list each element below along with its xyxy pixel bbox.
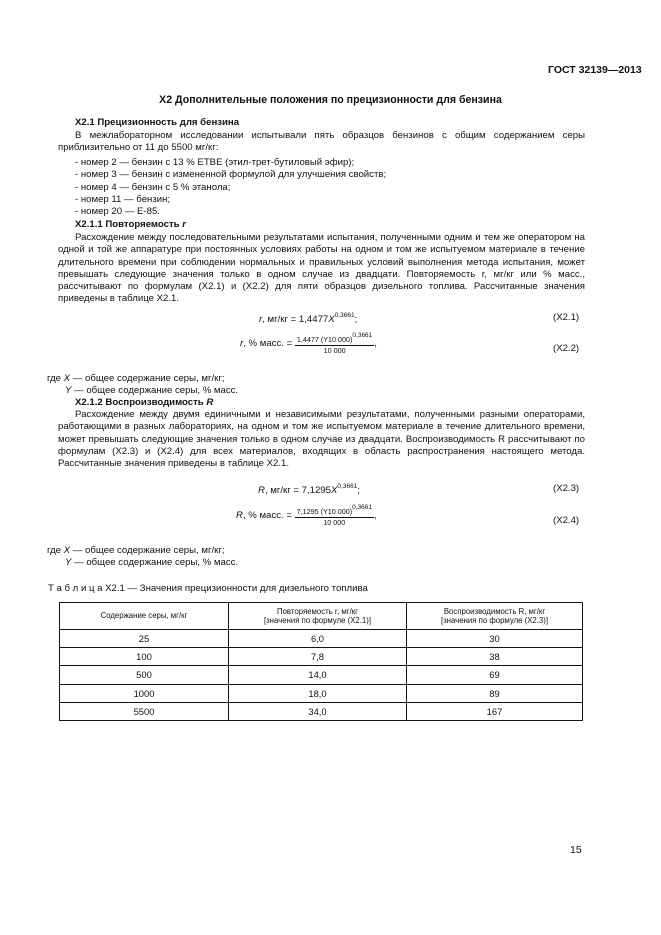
table-cell: 89 xyxy=(407,684,583,702)
column-header: Содержание серы, мг/кг xyxy=(60,603,229,630)
table-cell: 34,0 xyxy=(229,702,407,720)
where-y: Y — общее содержание серы, % масс. xyxy=(65,557,239,568)
where-y: Y — общее содержание серы, % масс. xyxy=(65,385,239,396)
table-cell: 14,0 xyxy=(229,666,407,684)
list-item: - номер 2 — бензин с 13 % ETBE (этил-трет-бутиловый эфир); xyxy=(75,157,355,168)
table-cell: 7,8 xyxy=(229,648,407,666)
subsection-heading-reproducibility: X2.1.2 Воспроизводимость R xyxy=(75,397,214,408)
table-row xyxy=(60,666,583,684)
intro-paragraph: В межлабораторном исследовании испытывали пять образцов бензинов с общим содержанием серы приблизительно от 11 до 5500 мг/кг: xyxy=(58,130,585,154)
column-header: Воспроизводимость R, мг/кг [значения по формуле (X2.3)] xyxy=(407,603,583,630)
table-cell: 25 xyxy=(60,630,229,648)
table-row xyxy=(60,684,583,702)
subsection-heading-x2-1: X2.1 Прецизионность для бензина xyxy=(75,117,240,128)
table-caption: Т а б л и ц а X2.1 — Значения прецизионности для дизельного топлива xyxy=(48,583,368,594)
table-cell: 5500 xyxy=(60,702,229,720)
table-cell: 69 xyxy=(407,666,583,684)
formula-x2-4: R, % масс. = $\frac{7,1295 (Y10 000)0,3661}{10 000}$ , xyxy=(236,504,377,527)
formula-x2-3: R, $мг/кг = 7,1295X^{0,3661}$; xyxy=(258,483,360,496)
list-item: - номер 3 — бензин с измененной формулой для улучшения свойств; xyxy=(75,169,387,181)
table-header-row xyxy=(60,603,583,630)
table-row xyxy=(60,630,583,648)
table-cell: 38 xyxy=(407,648,583,666)
standard-number: ГОСТ 32139—2013 xyxy=(548,64,642,76)
table-cell: 6,0 xyxy=(229,630,407,648)
list-item: - номер 4 — бензин с 5 % этанола; xyxy=(75,181,231,193)
table-row xyxy=(60,648,583,666)
list-item: - номер 20 — Е-85. xyxy=(75,206,160,218)
list-item: - номер 11 — бензин; xyxy=(75,193,171,205)
formula-x2-2: r, % масс. = $\frac{1,4477 (Y10 000)0,3661}{10 000}$ , xyxy=(240,332,377,355)
table-cell: 1000 xyxy=(60,684,229,702)
precision-table xyxy=(59,602,583,721)
table-cell: 500 xyxy=(60,666,229,684)
subsection-heading-repeatability: X2.1.1 Повторяемость r xyxy=(75,219,186,230)
table-row xyxy=(60,702,583,720)
column-header: Повторяемость r, мг/кг [значения по формуле (X2.1)] xyxy=(229,603,407,630)
repeatability-paragraph: Расхождение между последовательными результатами испытания, полученными одним и тем же оператором на одной и той же аппаратуре при постоянных условиях работы на одном и том же испытуемом материале в течение длительного времени при соблюдении нормальных и правильных условий выполнения метода испытания, может превышать следующие значения только в одном случае из двадцати. Повторяемость r, мг/кг или % масс., рассчитывают по формулам (X2.1) и (X2.2) для пяти образцов дизельного топлива. Рассчитанные значения приведены в таблице X2.1. xyxy=(58,232,585,305)
where-x: где X — общее содержание серы, мг/кг; xyxy=(47,373,225,384)
reproducibility-paragraph: Расхождение между двумя единичными и независимыми результатами, полученными разными операторами, работающими в разных лабораториях, на одном и том же испытуемом материале в течение длительного времени, может превышать следующие значения только в одном случае из двадцати. Воспроизводимость R рассчитывают по формулам (X2.3) и (X2.4) для всех материалов, входящих в область распространения настоящего метода. Рассчитанные значения приведены в таблице X2.1. xyxy=(58,409,585,470)
formula-x2-1: r, $мг/кг = 1,4477X^{0,3661}$; xyxy=(259,312,358,325)
section-title: X2 Дополнительные положения по прецизионности для бензина xyxy=(159,94,502,106)
formula-number-x2-1: (X2.1) xyxy=(553,312,580,323)
table-cell: 18,0 xyxy=(229,684,407,702)
table-cell: 167 xyxy=(407,702,583,720)
formula-number-x2-2: (X2.2) xyxy=(553,343,580,354)
where-x: где X — общее содержание серы, мг/кг; xyxy=(47,545,225,556)
sample-list xyxy=(75,157,386,218)
page-number: 15 xyxy=(570,844,582,856)
formula-number-x2-3: (X2.3) xyxy=(553,483,580,494)
table-cell: 30 xyxy=(407,630,583,648)
formula-number-x2-4: (X2.4) xyxy=(553,515,580,526)
table-cell: 100 xyxy=(60,648,229,666)
